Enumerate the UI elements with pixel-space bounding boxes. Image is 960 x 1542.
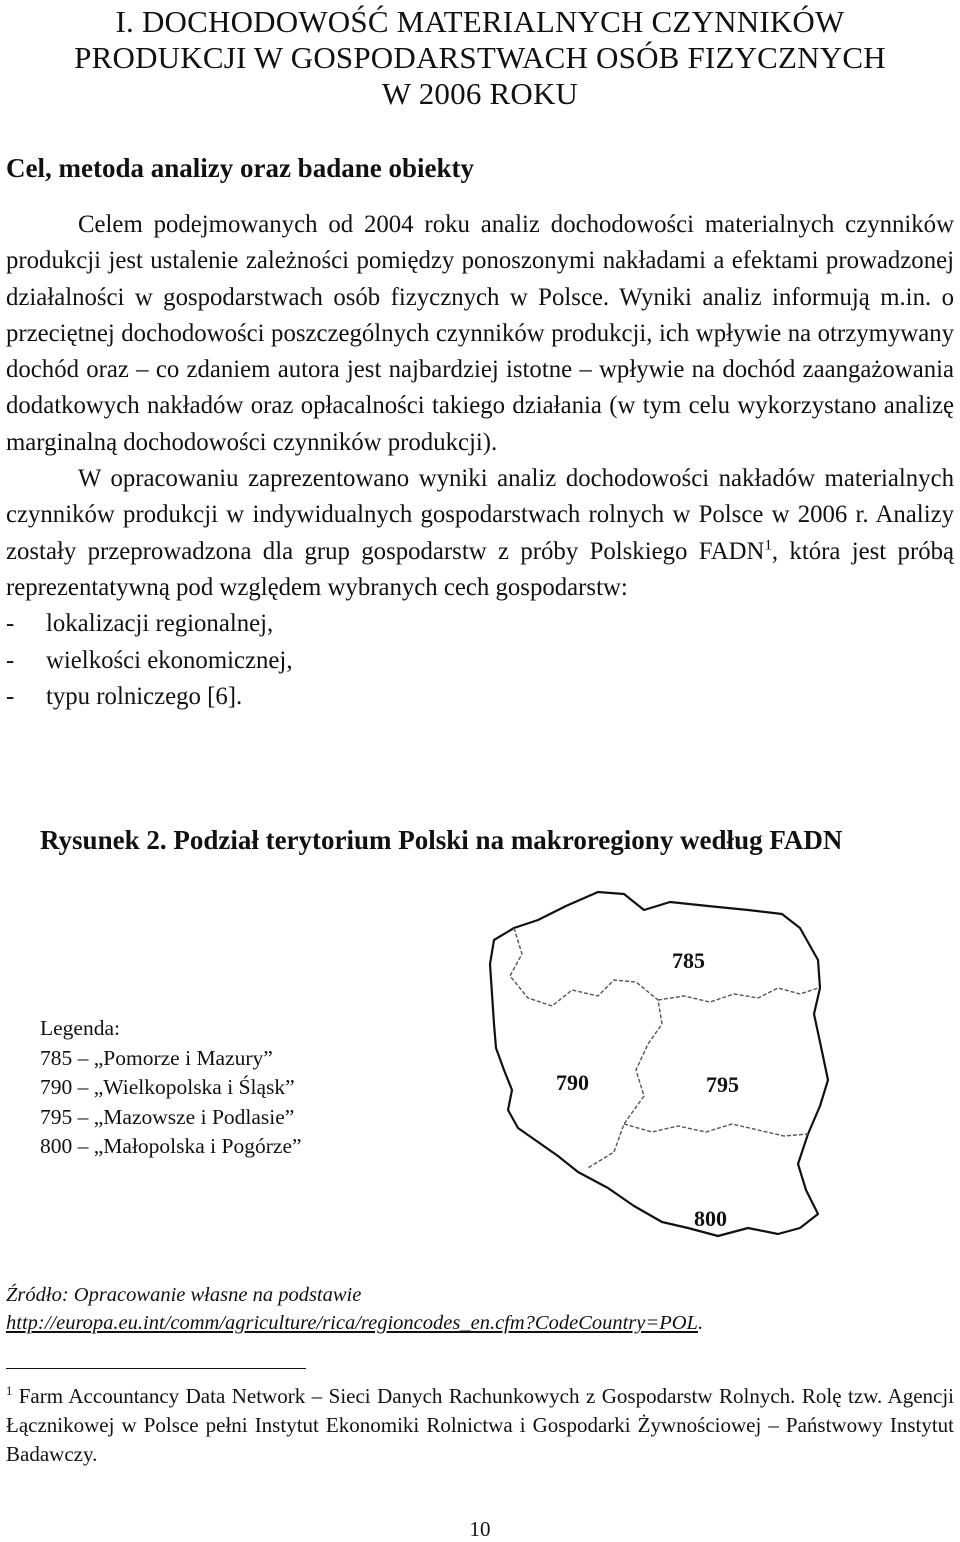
criteria-list [6,606,954,715]
source-link[interactable]: http://europa.eu.int/comm/agriculture/rica/regioncodes_en.cfm?CodeCountry=POL [6,1312,698,1334]
figure-caption: Rysunek 2. Podział terytorium Polski na makroregiony według FADN [40,825,843,855]
list-item-text: lokalizacji regionalnej, [46,610,274,638]
poland-regions-map [448,884,838,1274]
list-dash: - [6,682,15,710]
region-boundary-790 [510,928,662,1168]
region-label-785: 785 [672,948,705,973]
chapter-title-line-2: PRODUKCJI W GOSPODARSTWACH OSÓB FIZYCZNYCH [74,40,886,75]
region-label-790: 790 [556,1070,589,1095]
map-legend [40,1014,302,1162]
source-text: Źródło: Opracowanie własne na podstawie [6,1284,362,1306]
footnote-number: 1 [6,1384,13,1398]
list-item-text: typu rolniczego [6]. [46,682,243,710]
legend-item: 800 – „Małopolska i Pogórze” [40,1134,302,1158]
list-item [6,643,954,679]
region-boundary-800 [624,1124,808,1136]
list-dash: - [6,610,15,638]
paragraph-2 [6,461,954,606]
list-item [6,606,954,642]
region-boundary-785 [658,988,818,1002]
legend-item: 790 – „Wielkopolska i Śląsk” [40,1075,295,1099]
body-text [6,207,954,715]
source-end: . [697,1312,704,1334]
list-item [6,679,954,715]
region-label-795: 795 [706,1072,739,1097]
paragraph-2-part-b: , która jest próbą reprezentatywną pod względem wybranych cech gospodarstw: [6,537,955,601]
chapter-title [0,4,960,112]
footnote [6,1382,954,1469]
section-heading: Cel, metoda analizy oraz badane obiekty [6,153,474,183]
paragraph-1: Celem podejmowanych od 2004 roku analiz dochodowości materialnych czynników produkcji jest ustalenie zależności pomiędzy ponoszonymi nakładami a efektami prowadzonej działalności w gospodarstwach osób fizycznych w Polsce. Wyniki analiz informują m.in. o przeciętnej dochodowości poszczególnych czynników produkcji, ich wpływie na otrzymywany dochód oraz – co zdaniem autora jest najbardziej istotne – wpływie na dochód zaangażowania dodatkowych nakładów oraz opłacalności takiego działania (w tym celu wykorzystano analizę marginalną dochodowości czynników produkcji). [6,211,954,456]
footnote-rule [6,1368,306,1369]
list-item-text: wielkości ekonomicznej, [46,646,293,674]
paragraph-2-part-a: W opracowaniu zaprezentowano wyniki analiz dochodowości nakładów materialnych czynników produkcji w indywidualnych gospodarstwach rolnych w Polsce w 2006 r. Analizy zostały przeprowadzona dla grup gospodarstw z próby Polskiego FADN [6,465,954,565]
footnote-text: Farm Accountancy Data Network – Sieci Danych Rachunkowych z Gospodarstw Rolnych. Rolę tzw. Agencji Łącznikowej w Polsce pełni Instytut Ekonomiki Rolnictwa i Gospodarki Żywnościowej – Państwowy Instytut Badawczy. [6,1384,954,1466]
legend-item: 785 – „Pomorze i Mazury” [40,1045,273,1070]
list-dash: - [6,646,15,674]
figure-source [6,1281,703,1337]
legend-item: 795 – „Mazowsze i Podlasie” [40,1104,295,1129]
poland-outline [490,892,828,1236]
chapter-title-line-1: I. DOCHODOWOŚĆ MATERIALNYCH CZYNNIKÓW [115,4,845,39]
region-label-800: 800 [694,1206,727,1231]
legend-title: Legenda: [40,1016,120,1040]
footnote-ref: 1 [764,537,772,554]
chapter-title-line-3: W 2006 ROKU [381,76,579,111]
page-number: 10 [469,1517,491,1541]
